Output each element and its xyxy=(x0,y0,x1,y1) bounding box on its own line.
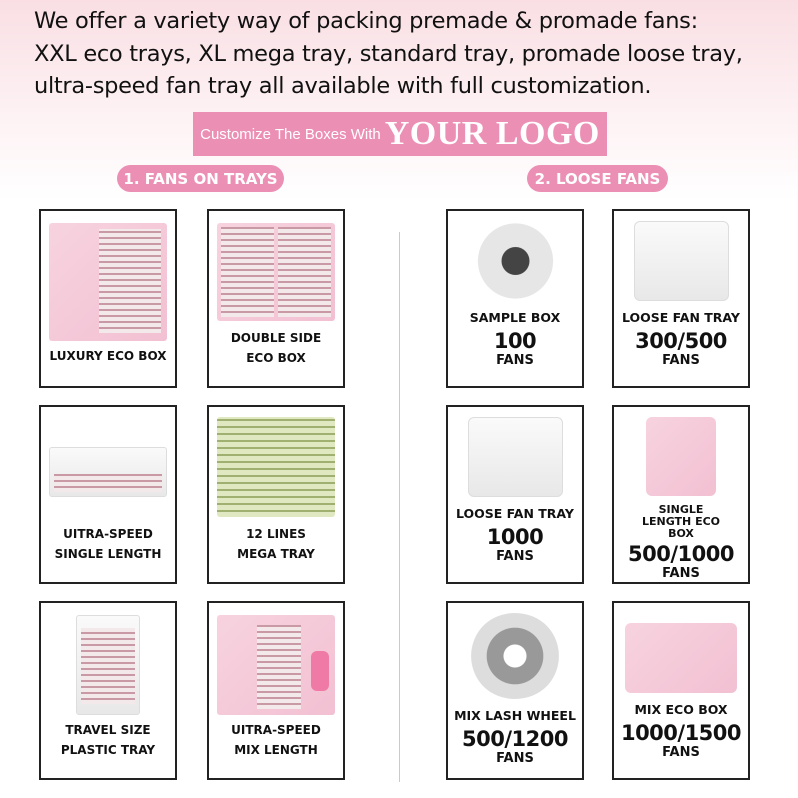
fan-count: 500/1000 xyxy=(628,542,734,566)
product-name: LOOSE FAN TRAY xyxy=(622,310,740,325)
product-name: LOOSE FAN TRAY xyxy=(456,506,574,521)
product-image xyxy=(625,623,737,693)
product-image xyxy=(468,417,563,497)
product-label: DOUBLE SIDE ECO BOX xyxy=(230,331,322,365)
product-image xyxy=(646,417,716,496)
product-card-ultra-speed-mix-length xyxy=(207,601,345,780)
fan-count: 500/1200 xyxy=(462,727,568,751)
logo-banner xyxy=(193,112,607,156)
product-image xyxy=(634,221,729,301)
product-card-travel-size-plastic-tray xyxy=(39,601,177,780)
banner-big-text: YOUR LOGO xyxy=(384,115,600,152)
product-label: LUXURY ECO BOX xyxy=(49,349,167,363)
section-loose-fans: 2. LOOSE FANS xyxy=(527,165,668,192)
section-fans-on-trays: 1. FANS ON TRAYS xyxy=(117,165,284,192)
product-image xyxy=(217,417,335,517)
product-image xyxy=(49,447,167,497)
banner-small-text: Customize The Boxes With xyxy=(200,125,381,143)
product-name: MIX LASH WHEEL xyxy=(454,708,576,723)
fan-unit: FANS xyxy=(496,353,534,368)
product-card-sample-box xyxy=(446,209,584,388)
product-card-double-side-eco-box xyxy=(207,209,345,388)
headline-line-3: ultra-speed fan tray all available with full customization. xyxy=(34,73,652,99)
product-image xyxy=(470,613,560,699)
fan-count: 1000 xyxy=(486,525,544,549)
fan-unit: FANS xyxy=(662,566,700,581)
product-card-mix-eco-box xyxy=(612,601,750,780)
fan-unit: FANS xyxy=(662,353,700,368)
product-card-loose-fan-tray-1000 xyxy=(446,405,584,584)
product-card-single-length-eco-box xyxy=(612,405,750,584)
product-card-ultra-speed-single-length xyxy=(39,405,177,584)
fan-count: 100 xyxy=(493,329,537,353)
product-name: SAMPLE BOX xyxy=(469,310,561,325)
headline-line-1: We offer a variety way of packing premade & promade fans: xyxy=(34,8,698,34)
product-card-mix-lash-wheel xyxy=(446,601,584,780)
product-label: UITRA-SPEED MIX LENGTH xyxy=(231,723,321,757)
product-image xyxy=(217,223,335,321)
fan-unit: FANS xyxy=(496,549,534,564)
product-image xyxy=(217,615,335,715)
product-image xyxy=(76,615,140,715)
product-card-luxury-eco-box xyxy=(39,209,177,388)
product-name: MIX ECO BOX xyxy=(634,702,728,717)
product-label: 12 LINES MEGA TRAY xyxy=(237,527,315,561)
divider xyxy=(399,232,400,782)
product-image xyxy=(468,221,563,301)
product-image xyxy=(49,223,167,341)
fan-count: 1000/1500 xyxy=(620,721,742,745)
product-card-loose-fan-tray-300-500 xyxy=(612,209,750,388)
product-label: TRAVEL SIZE PLASTIC TRAY xyxy=(60,723,156,757)
headline-line-2: XXL eco trays, XL mega tray, standard tray, promade loose tray, xyxy=(34,41,743,67)
fan-unit: FANS xyxy=(496,751,534,766)
product-label: UITRA-SPEED SINGLE LENGTH xyxy=(54,527,162,561)
fan-count: 300/500 xyxy=(635,329,727,353)
product-card-12-lines-mega-tray xyxy=(207,405,345,584)
product-name: SINGLE LENGTH ECO BOX xyxy=(641,503,721,540)
fan-unit: FANS xyxy=(662,745,700,760)
